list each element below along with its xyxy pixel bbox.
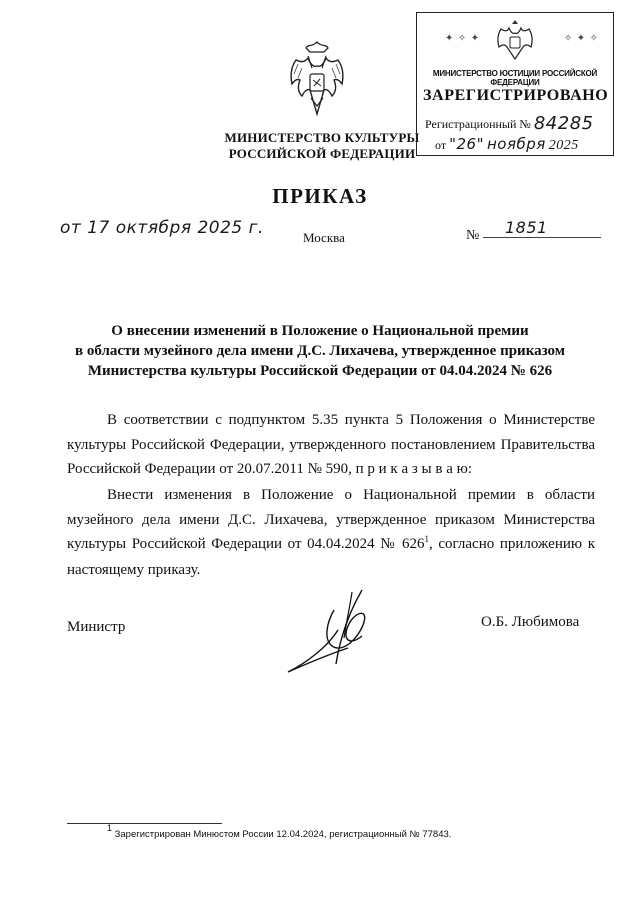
subject-line-2: в области музейного дела имени Д.С. Лихачева, утвержденное приказом bbox=[75, 343, 565, 359]
footnote-text: Зарегистрирован Минюстом России 12.04.2024, регистрационный № 77843. bbox=[114, 829, 452, 840]
stamp-reg-label: Регистрационный № bbox=[425, 117, 531, 131]
stamp-reg-number: 84285 bbox=[533, 113, 594, 134]
paragraph-2-tail: , согласно приложению к настоящему приказу. bbox=[67, 536, 595, 578]
registration-stamp bbox=[416, 12, 614, 156]
footnote bbox=[107, 823, 452, 840]
subject-line-3: Министерства культуры Российской Федерации от 04.04.2024 № 626 bbox=[87, 363, 553, 379]
stamp-emblem-icon bbox=[495, 17, 535, 61]
order-date: от 17 октября 2025 г. bbox=[60, 218, 264, 238]
footnote-separator bbox=[67, 823, 222, 824]
stamp-reg-line bbox=[425, 112, 594, 133]
order-number: 1851 bbox=[505, 218, 548, 237]
ministry-name bbox=[222, 130, 422, 162]
order-number-line bbox=[483, 237, 601, 238]
stamp-date-month: ноября bbox=[486, 135, 546, 153]
stamp-decoration-icon: ✦ ✧ ✦ bbox=[445, 33, 481, 44]
stamp-date-year: 2025 bbox=[548, 138, 579, 153]
document-title: ПРИКАЗ bbox=[272, 184, 368, 208]
paragraph-2 bbox=[67, 483, 595, 582]
stamp-ministry: МИНИСТЕРСТВО ЮСТИЦИИ РОССИЙСКОЙ ФЕДЕРАЦИИ bbox=[432, 69, 598, 87]
subject-line-1: О внесении изменений в Положение о Национальной премии bbox=[111, 323, 529, 339]
footnote-ref: 1 bbox=[424, 534, 430, 544]
stamp-date-line bbox=[435, 135, 579, 154]
signer-position: Министр bbox=[67, 619, 126, 635]
order-city: Москва bbox=[303, 230, 345, 245]
order-subject bbox=[60, 321, 580, 381]
footnote-mark: 1 bbox=[107, 823, 113, 833]
ministry-line-1: МИНИСТЕРСТВО КУЛЬТУРЫ bbox=[224, 130, 420, 145]
order-number-label: № bbox=[466, 228, 480, 243]
paragraph-2-main: Внести изменения в Положение о Национальной премии в области музейного дела имени Д.С. Лихачева, утвержденное приказом Министерства культуры Российской Федерации от 04.04.2024 № 626 bbox=[67, 487, 595, 552]
stamp-registered: ЗАРЕГИСТРИРОВАНО bbox=[423, 87, 609, 104]
signature-image bbox=[278, 584, 388, 684]
stamp-date-day: "26" bbox=[449, 135, 484, 153]
coat-of-arms-icon bbox=[286, 38, 348, 120]
ministry-line-2: РОССИЙСКОЙ ФЕДЕРАЦИИ bbox=[228, 146, 416, 161]
stamp-decoration-icon: ✧ ✦ ✧ bbox=[563, 33, 599, 44]
signer-name: О.Б. Любимова bbox=[481, 614, 580, 630]
paragraph-1: В соответствии с подпунктом 5.35 пункта 5 Положения о Министерстве культуры Российской Федерации, утвержденного постановлением Правительства Российской Федерации от 20.07.2011 № 590, п р и к а з ы в а ю: bbox=[67, 412, 595, 477]
stamp-date-prefix: от bbox=[435, 138, 447, 152]
